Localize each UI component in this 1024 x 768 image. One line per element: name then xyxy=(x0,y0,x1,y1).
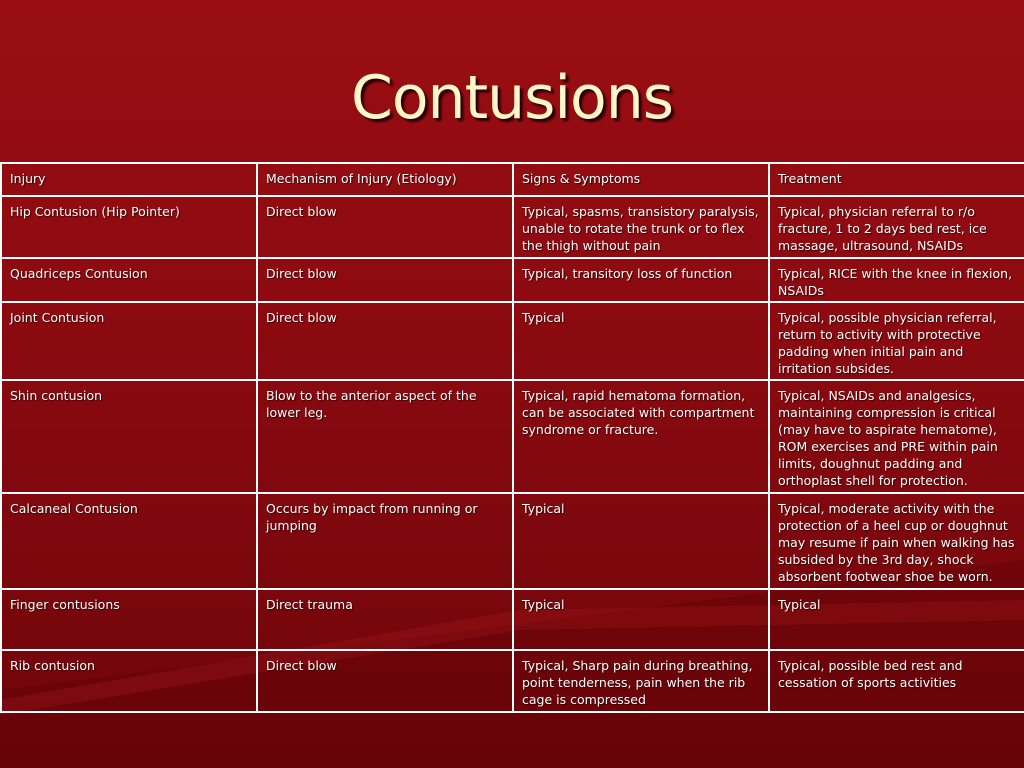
cell-injury: Joint Contusion xyxy=(1,302,257,380)
table-row xyxy=(1,196,1024,258)
cell-treatment: Typical xyxy=(769,589,1024,650)
cell-signs: Typical, spasms, transistory paralysis, unable to rotate the trunk or to flex the thigh without pain xyxy=(513,196,769,258)
cell-signs: Typical, Sharp pain during breathing, point tenderness, pain when the rib cage is compressed xyxy=(513,650,769,712)
cell-injury: Quadriceps Contusion xyxy=(1,258,257,302)
cell-injury: Shin contusion xyxy=(1,380,257,493)
cell-signs: Typical xyxy=(513,589,769,650)
table-row xyxy=(1,493,1024,589)
cell-signs: Typical, transitory loss of function xyxy=(513,258,769,302)
cell-signs: Typical xyxy=(513,493,769,589)
table-row xyxy=(1,589,1024,650)
slide-title: Contusions xyxy=(350,63,674,133)
cell-mechanism: Occurs by impact from running or jumping xyxy=(257,493,513,589)
cell-signs: Typical, rapid hematoma formation, can be associated with compartment syndrome or fracture. xyxy=(513,380,769,493)
cell-treatment: Typical, RICE with the knee in flexion, NSAIDs xyxy=(769,258,1024,302)
cell-mechanism: Direct blow xyxy=(257,302,513,380)
cell-injury: Finger contusions xyxy=(1,589,257,650)
header-cell-injury: Injury xyxy=(1,163,257,196)
cell-mechanism: Blow to the anterior aspect of the lower leg. xyxy=(257,380,513,493)
cell-treatment: Typical, moderate activity with the protection of a heel cup or doughnut may resume if pain when walking has subsided by the 3rd day, shock absorbent footwear shoe be worn. xyxy=(769,493,1024,589)
cell-injury: Calcaneal Contusion xyxy=(1,493,257,589)
contusions-table xyxy=(0,162,1024,713)
cell-mechanism: Direct trauma xyxy=(257,589,513,650)
cell-mechanism: Direct blow xyxy=(257,196,513,258)
table-row xyxy=(1,258,1024,302)
cell-injury: Hip Contusion (Hip Pointer) xyxy=(1,196,257,258)
cell-signs: Typical xyxy=(513,302,769,380)
header-cell-treatment: Treatment xyxy=(769,163,1024,196)
cell-treatment: Typical, possible physician referral, return to activity with protective padding when initial pain and irritation subsides. xyxy=(769,302,1024,380)
cell-treatment: Typical, NSAIDs and analgesics, maintaining compression is critical (may have to aspirate hematome), ROM exercises and PRE within pain limits, doughnut padding and orthoplast shell for protection. xyxy=(769,380,1024,493)
cell-treatment: Typical, physician referral to r/o fracture, 1 to 2 days bed rest, ice massage, ultrasound, NSAIDs xyxy=(769,196,1024,258)
header-cell-mechanism: Mechanism of Injury (Etiology) xyxy=(257,163,513,196)
table-row xyxy=(1,380,1024,493)
cell-injury: Rib contusion xyxy=(1,650,257,712)
header-cell-signs: Signs & Symptoms xyxy=(513,163,769,196)
table-row xyxy=(1,650,1024,712)
table-header-row xyxy=(1,163,1024,196)
table-row xyxy=(1,302,1024,380)
cell-treatment: Typical, possible bed rest and cessation of sports activities xyxy=(769,650,1024,712)
cell-mechanism: Direct blow xyxy=(257,650,513,712)
cell-mechanism: Direct blow xyxy=(257,258,513,302)
